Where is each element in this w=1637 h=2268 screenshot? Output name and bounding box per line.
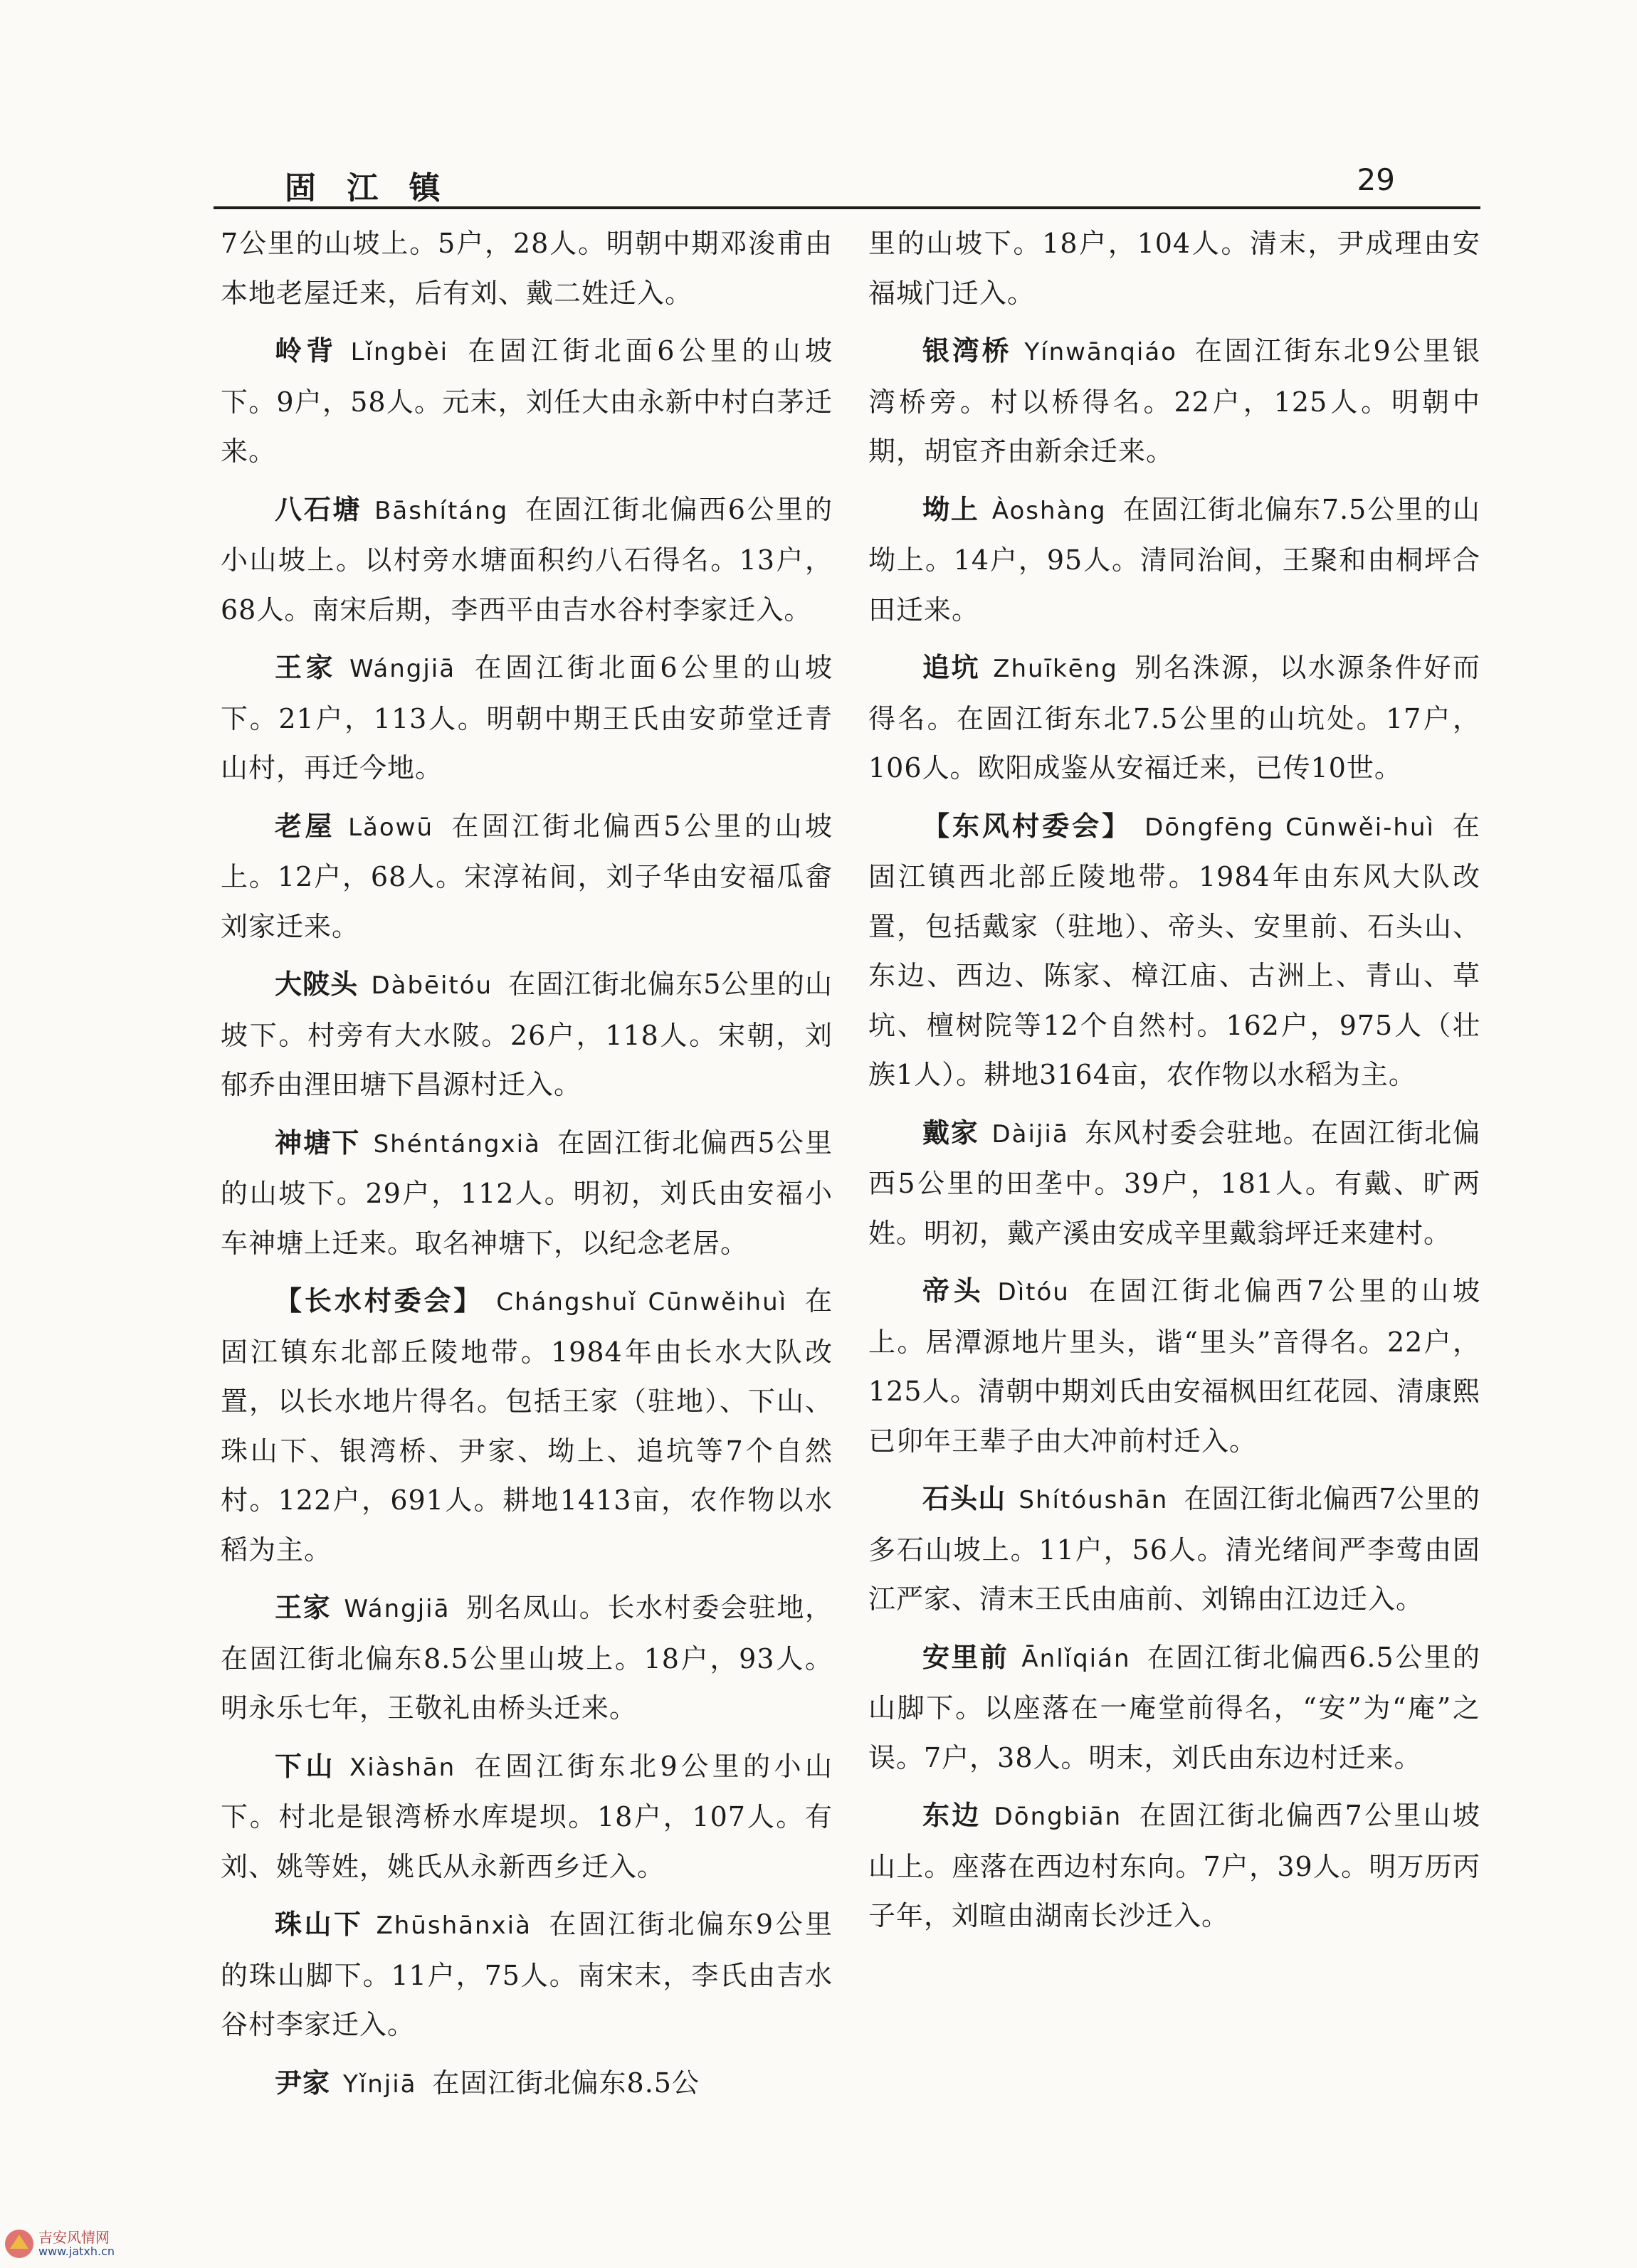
place-name: 珠山下 [275, 1909, 364, 1940]
entry-bashitang [221, 485, 833, 635]
page-header [214, 162, 1480, 205]
entry-aoshang [868, 485, 1480, 635]
entry-text: 在固江街东北9公里的小山下。村北是银湾桥水库堤坝。18户，107人。有刘、姚等姓，姚氏从永新西乡迁入。 [221, 1750, 833, 1882]
entry-text: 在固江街东北9公里银湾桥旁。村以桥得名。22户，125人。明朝中期，胡宦齐由新余迁来。 [868, 335, 1480, 467]
entry-text: 在固江街北面6公里的山坡下。21户，113人。明朝中期王氏由安茆堂迁青山村，再迁今地。 [221, 652, 833, 784]
place-name: 东边 [922, 1800, 981, 1831]
place-pinyin: Ānlǐqián [1021, 1644, 1131, 1673]
page-number: 29 [1357, 162, 1395, 197]
entry-wangjia-2 [221, 1583, 833, 1734]
place-name: 帝头 [922, 1275, 985, 1307]
entry-wangjia [221, 643, 833, 793]
place-pinyin: Dōngfēng Cūnwěi-huì [1144, 813, 1435, 842]
place-pinyin: Zhuīkēng [993, 655, 1118, 683]
entry-yinwanqiao [868, 327, 1480, 477]
entry-text: 在固江街北偏东7.5公里的山坳上。14户，95人。清同治间，王聚和由桐坪合田迁来。 [868, 493, 1480, 626]
entry-lingbei [221, 327, 833, 477]
place-pinyin: Xiàshān [349, 1753, 456, 1782]
place-pinyin: Chángshuǐ Cūnwěihuì [496, 1288, 788, 1317]
site-watermark [3, 2226, 174, 2262]
entry-yinjia [221, 2059, 833, 2110]
place-pinyin: Shéntángxià [373, 1129, 541, 1159]
place-name: 安里前 [922, 1641, 1009, 1673]
place-pinyin: Dàbēitóu [371, 971, 493, 1000]
place-pinyin: Àoshàng [991, 496, 1107, 525]
right-column [868, 219, 1480, 1950]
place-pinyin: Wángjiā [349, 655, 456, 683]
entry-text: 在固江街北偏西6.5公里的山脚下。以座落在一庵堂前得名，“安”为“庵”之误。7户，38人。明末，刘氏由东边村迁来。 [868, 1641, 1480, 1773]
place-pinyin: Dìtóu [997, 1278, 1070, 1307]
entry-text: 在固江街北偏西5公里的山坡下。29户，112人。明初，刘氏由安福小车神塘上迁来。取名神塘下，以纪念老居。 [221, 1127, 833, 1259]
chapter-title: 固 江 镇 [285, 170, 451, 206]
entry-zhushanxia [221, 1900, 833, 2050]
place-name: 戴家 [922, 1117, 979, 1149]
entry-ditou [868, 1267, 1480, 1466]
entry-text: 东风村委会驻地。在固江街北偏西5公里的田垄中。39户，181人。有戴、旷两姓。明初，戴产溪由安成辛里戴翁坪迁来建村。 [868, 1117, 1480, 1249]
entry-anliqian [868, 1633, 1480, 1783]
watermark-site-name: 吉安风情网 [38, 2229, 110, 2246]
place-name: 石头山 [922, 1483, 1006, 1514]
place-name: 神塘下 [275, 1127, 361, 1159]
entry-dongfeng-committee [868, 802, 1480, 1100]
entry-text: 别名洙源，以水源条件好而得名。在固江街东北7.5公里的山坑处。17户，106人。欧阳成鉴从安福迁来，已传10世。 [868, 652, 1480, 784]
entry-dongbian [868, 1791, 1480, 1941]
entry-laowu [221, 802, 833, 952]
entry-continuation: 7公里的山坡上。5户，28人。明朝中期邓浚甫由本地老屋迁来，后有刘、戴二姓迁入。 [221, 228, 833, 309]
entry-text: 在固江街北面6公里的山坡下。9户，58人。元末，刘任大由永新中村白茅迁来。 [221, 335, 833, 467]
place-name: 岭背 [275, 335, 338, 366]
place-name: 【长水村委会】 [275, 1285, 484, 1317]
entry-text: 在固江街北偏西6公里的小山坡上。以村旁水塘面积约八石得名。13户，68人。南宋后期，李西平由吉水谷村李家迁入。 [221, 493, 833, 626]
entry-continuation: 里的山坡下。18户，104人。清末，尹成理由安福城门迁入。 [868, 228, 1480, 309]
entry-text: 在固江镇西北部丘陵地带。1984年由东风大队改置，包括戴家（驻地）、帝头、安里前、石头山、东边、西边、陈家、樟江庙、古洲上、青山、草坑、檀树院等12个自然村。162户，975人（壮族1人）。耕地3164亩，农作物以水稻为主。 [868, 810, 1480, 1090]
place-name: 老屋 [275, 810, 336, 842]
place-pinyin: Dàijiā [991, 1119, 1069, 1149]
header-rule [214, 206, 1480, 209]
watermark-url: www.jatxh.cn [38, 2245, 115, 2258]
place-pinyin: Zhūshānxià [376, 1911, 532, 1940]
entry-changshui-committee [221, 1277, 833, 1575]
place-pinyin: Yínwānqiáo [1024, 338, 1177, 366]
place-name: 王家 [275, 652, 337, 683]
entry-dabeitou [221, 960, 833, 1110]
place-pinyin: Dōngbiān [994, 1803, 1122, 1831]
entry-text: 在固江街北偏西7公里的多石山坡上。11户，56人。清光绪间严李莺由固江严家、清末王氏由庙前、刘锦由江边迁入。 [868, 1483, 1480, 1615]
entry-text: 在固江街北偏东5公里的山坡下。村旁有大水陂。26户，118人。宋朝，刘郁乔由浬田塘下昌源村迁入。 [221, 969, 833, 1100]
place-name: 【东风村委会】 [922, 810, 1132, 842]
entry-text: 在固江街北偏西7公里的山坡上。居潭源地片里头，谐“里头”音得名。22户，125人。清朝中期刘氏由安福枫田红花园、清康熙已卯年王辈子由大冲前村迁入。 [868, 1275, 1480, 1457]
watermark-logo-icon [3, 2227, 36, 2260]
place-name: 下山 [275, 1750, 337, 1782]
place-name: 尹家 [275, 2067, 331, 2099]
place-name: 追坑 [922, 652, 981, 683]
entry-zhuikeng [868, 643, 1480, 793]
entry-shentangxia [221, 1119, 833, 1269]
entry-text: 在固江街北偏东9公里的珠山脚下。11户，75人。南宋末，李氏由吉水谷村李家迁入。 [221, 1909, 833, 2040]
entry-text: 在固江街北偏西7公里山坡山上。座落在西边村东向。7户，39人。明万历丙子年，刘暄由湖南长沙迁入。 [868, 1800, 1480, 1931]
entry-shitoushan [868, 1475, 1480, 1625]
entry-text: 在固江镇东北部丘陵地带。1984年由长水大队改置，以长水地片得名。包括王家（驻地）、下山、珠山下、银湾桥、尹家、坳上、追坑等7个自然村。122户，691人。耕地1413亩，农作物以水稻为主。 [221, 1285, 833, 1566]
place-pinyin: Shítóushān [1018, 1486, 1169, 1514]
place-pinyin: Bāshítáng [374, 496, 509, 525]
place-pinyin: Lǎowū [348, 813, 433, 842]
place-name: 王家 [275, 1592, 332, 1623]
entry-daijia [868, 1109, 1480, 1259]
place-pinyin: Yǐnjiā [343, 2069, 417, 2099]
entry-xiashan [221, 1742, 833, 1892]
place-pinyin: Lǐngbèi [350, 338, 449, 366]
entry-text: 在固江街北偏西5公里的山坡上。12户，68人。宋淳祐间，刘子华由安福瓜畲刘家迁来。 [221, 810, 833, 942]
place-name: 大陂头 [275, 969, 359, 1000]
entry-text: 别名凤山。长水村委会驻地，在固江街北偏东8.5公里山坡上。18户，93人。明永乐七年，王敬礼由桥头迁来。 [221, 1592, 833, 1724]
entry-text: 在固江街北偏东8.5公 [432, 2067, 700, 2099]
place-name: 银湾桥 [922, 335, 1012, 366]
left-column [221, 219, 833, 2118]
place-pinyin: Wángjiā [344, 1595, 451, 1623]
place-name: 坳上 [922, 493, 979, 525]
place-name: 八石塘 [275, 493, 362, 525]
